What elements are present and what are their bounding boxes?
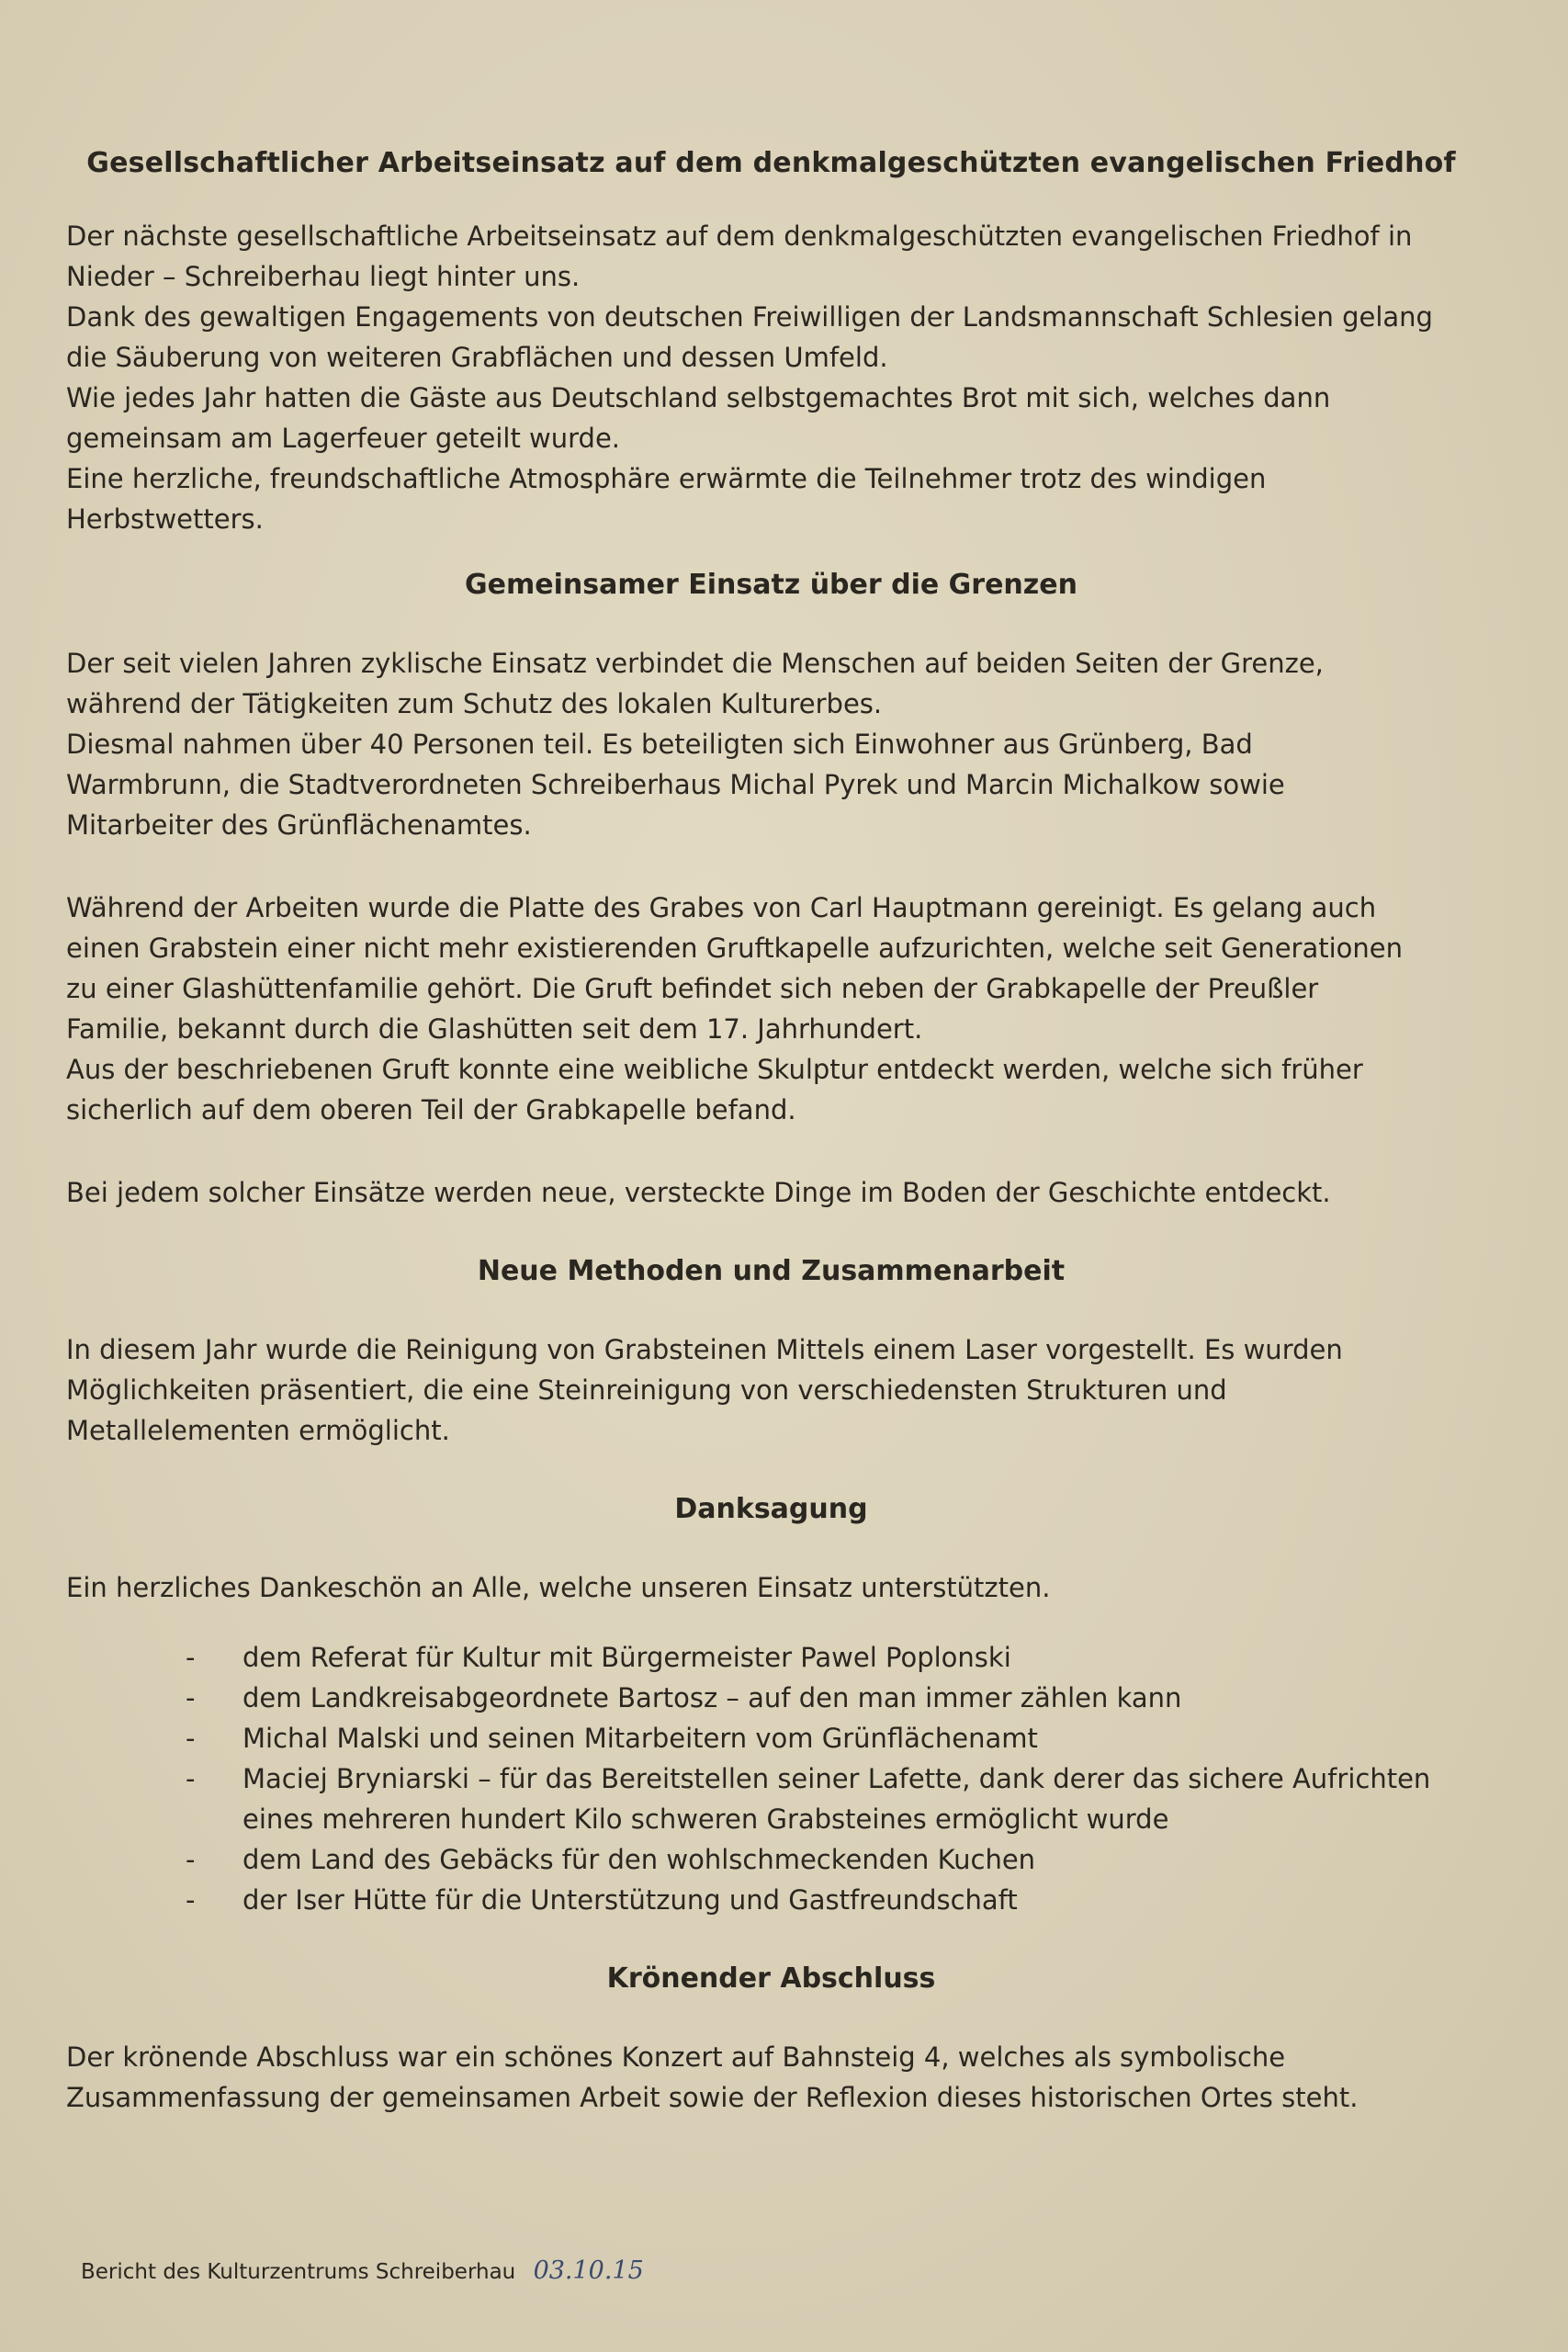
text-line: Während der Arbeiten wurde die Platte des Grabes von Carl Hauptmann gereinigt. Es gelang auch — [66, 892, 1377, 923]
list-item — [186, 1839, 1476, 1880]
list-item — [186, 1678, 1476, 1718]
list-dash: - — [186, 1884, 196, 1916]
handwritten-date: 03.10.15 — [533, 2256, 644, 2285]
grenzen-paragraph-3: Bei jedem solcher Einsätze werden neue, versteckte Dinge im Boden der Geschichte entdeckt. — [66, 1177, 1331, 1208]
intro-paragraph — [66, 216, 1476, 539]
list-item-text: dem Referat für Kultur mit Bürgermeister Pawel Poplonski — [243, 1642, 1011, 1673]
text-line: Der nächste gesellschaftliche Arbeitseinsatz auf dem denkmalgeschützten evangelischen Friedhof in — [66, 220, 1413, 252]
section-heading-methoden: Neue Methoden und Zusammenarbeit — [477, 1255, 1066, 1287]
text-line: Zusammenfassung der gemeinsamen Arbeit sowie der Reflexion dieses historischen Ortes steht. — [66, 2082, 1359, 2113]
text-line: Eine herzliche, freundschaftliche Atmosphäre erwärmte die Teilnehmer trotz des windigen — [66, 463, 1267, 494]
text-line: während der Tätigkeiten zum Schutz des lokalen Kulturerbes. — [66, 688, 883, 719]
text-line: Herbstwetters. — [66, 503, 264, 535]
danksagung-intro: Ein herzliches Dankeschön an Alle, welche unseren Einsatz unterstützten. — [66, 1572, 1051, 1603]
grenzen-paragraph-2 — [66, 888, 1476, 1130]
text-line: Der krönende Abschluss war ein schönes Konzert auf Bahnsteig 4, welches als symbolische — [66, 2041, 1286, 2073]
text-line: Mitarbeiter des Grünflächenamtes. — [66, 809, 532, 841]
methoden-paragraph — [66, 1329, 1476, 1451]
text-line: Diesmal nahmen über 40 Personen teil. Es beteiligten sich Einwohner aus Grünberg, Bad — [66, 729, 1253, 760]
text-line: Aus der beschriebenen Gruft konnte eine weibliche Skulptur entdeckt werden, welche sich früher — [66, 1054, 1363, 1085]
list-dash: - — [186, 1844, 196, 1875]
list-dash: - — [186, 1642, 196, 1673]
text-line: In diesem Jahr wurde die Reinigung von Grabsteinen Mittels einem Laser vorgestellt. Es wurden — [66, 1334, 1343, 1365]
list-item — [186, 1637, 1476, 1678]
list-item-text: dem Land des Gebäcks für den wohlschmeckenden Kuchen — [243, 1844, 1036, 1875]
text-line: Metallelementen ermöglicht. — [66, 1415, 450, 1446]
text-line: Familie, bekannt durch die Glashütten seit dem 17. Jahrhundert. — [66, 1013, 923, 1045]
section-heading-grenzen: Gemeinsamer Einsatz über die Grenzen — [465, 569, 1077, 601]
list-item-text: eines mehreren hundert Kilo schweren Grabsteines ermöglicht wurde — [243, 1804, 1169, 1835]
list-item-text: Michal Malski und seinen Mitarbeitern vom Grünflächenamt — [243, 1723, 1038, 1754]
text-line: Möglichkeiten präsentiert, die eine Steinreinigung von verschiedensten Strukturen und — [66, 1374, 1227, 1406]
text-line: zu einer Glashüttenfamilie gehört. Die Gruft befindet sich neben der Grabkapelle der Preußler — [66, 973, 1319, 1004]
text-line: Wie jedes Jahr hatten die Gäste aus Deutschland selbstgemachtes Brot mit sich, welches dann — [66, 382, 1331, 413]
thanks-list — [66, 1637, 1476, 1920]
abschluss-paragraph — [66, 2037, 1476, 2118]
list-item-text: der Iser Hütte für die Unterstützung und Gastfreundschaft — [243, 1884, 1018, 1916]
text-line: einen Grabstein einer nicht mehr existierenden Gruftkapelle aufzurichten, welche seit Generationen — [66, 933, 1403, 964]
footer — [81, 2256, 644, 2285]
list-dash: - — [186, 1763, 196, 1794]
text-line: gemeinsam am Lagerfeuer geteilt wurde. — [66, 423, 621, 454]
list-item-text: Maciej Bryniarski – für das Bereitstellen seiner Lafette, dank derer das sichere Aufrichten — [243, 1763, 1431, 1794]
text-line: Der seit vielen Jahren zyklische Einsatz verbindet die Menschen auf beiden Seiten der Grenze, — [66, 648, 1324, 679]
footer-text: Bericht des Kulturzentrums Schreiberhau — [81, 2260, 516, 2284]
text-line: Dank des gewaltigen Engagements von deutschen Freiwilligen der Landsmannschaft Schlesien gelang — [66, 301, 1433, 333]
text-line: Warmbrunn, die Stadtverordneten Schreiberhaus Michal Pyrek und Marcin Michalkow sowie — [66, 769, 1285, 800]
list-item — [186, 1880, 1476, 1920]
list-item — [186, 1758, 1476, 1839]
list-item — [186, 1718, 1476, 1758]
text-line: die Säuberung von weiteren Grabflächen und dessen Umfeld. — [66, 342, 888, 373]
list-item-text: dem Landkreisabgeordnete Bartosz – auf den man immer zählen kann — [243, 1682, 1182, 1713]
grenzen-paragraph-1 — [66, 643, 1476, 845]
list-dash: - — [186, 1682, 196, 1713]
text-line: Nieder – Schreiberhau liegt hinter uns. — [66, 261, 581, 292]
list-dash: - — [186, 1723, 196, 1754]
document-title: Gesellschaftlicher Arbeitseinsatz auf dem denkmalgeschützten evangelischen Friedhof — [86, 147, 1456, 179]
section-heading-abschluss: Krönender Abschluss — [606, 1962, 936, 1995]
text-line: sicherlich auf dem oberen Teil der Grabkapelle befand. — [66, 1094, 796, 1125]
section-heading-danksagung: Danksagung — [674, 1493, 868, 1525]
